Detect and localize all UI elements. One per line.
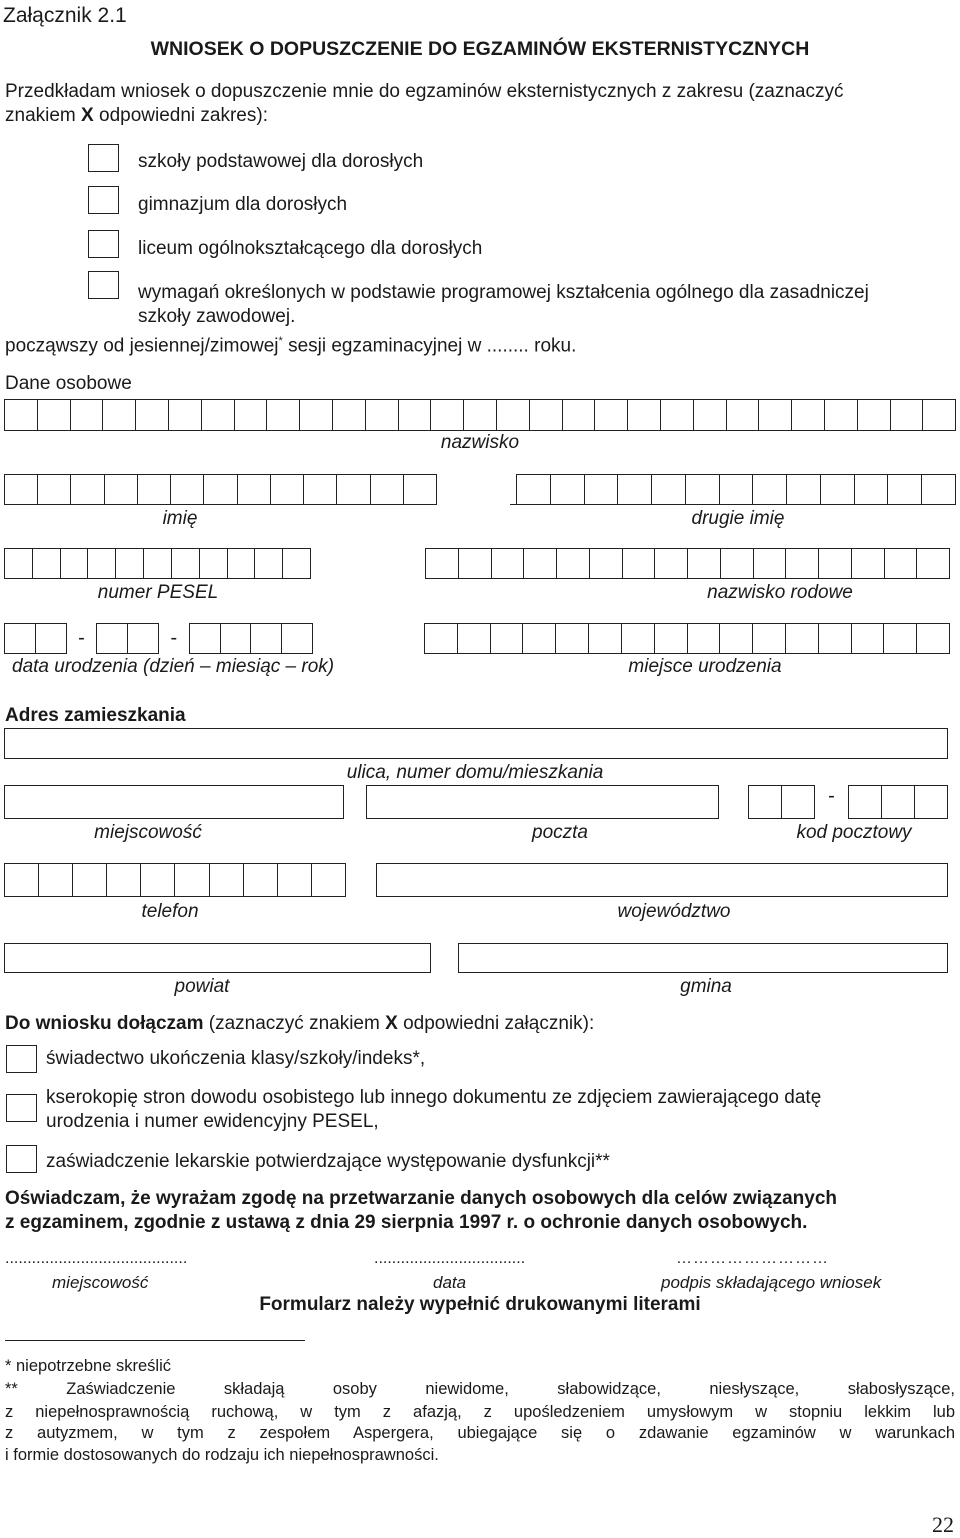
input-cell[interactable]: [459, 548, 492, 579]
input-cell[interactable]: [720, 623, 753, 654]
county-field[interactable]: [4, 943, 431, 973]
input-cell[interactable]: [590, 548, 623, 579]
checkbox-primary-school[interactable]: [88, 144, 119, 172]
input-cell[interactable]: [551, 474, 585, 505]
input-cell[interactable]: [787, 474, 821, 505]
family-name-field[interactable]: [425, 548, 950, 579]
input-cell[interactable]: [312, 863, 346, 897]
attachment-medical-certificate: zaświadczenie lekarskie potwierdzające występowanie dysfunkcji**: [46, 1151, 610, 1172]
attachment-id-copy-line-1: kserokopię stron dowodu osobistego lub innego dokumentu ze zdjęciem zawierającego datę: [46, 1087, 822, 1108]
input-cell[interactable]: [171, 474, 204, 505]
input-cell[interactable]: [200, 548, 228, 579]
input-cell[interactable]: [39, 863, 73, 897]
input-cell[interactable]: [36, 623, 67, 654]
date-separator: -: [159, 623, 190, 654]
input-cell[interactable]: [283, 548, 311, 579]
input-cell[interactable]: [5, 399, 38, 431]
input-cell[interactable]: [792, 399, 825, 431]
footnote-2-line-2: z niepełnosprawnością ruchową, w tym z afazją, z upośledzeniem umysłowym w stopniu lekkim lub: [5, 1403, 955, 1421]
input-cell[interactable]: [622, 623, 655, 654]
input-cell[interactable]: [38, 399, 71, 431]
attachments-heading: Do wniosku dołączam (zaznaczyć znakiem X odpowiedni załącznik):: [5, 1013, 595, 1034]
checkbox-high-school[interactable]: [88, 230, 119, 258]
input-cell[interactable]: [652, 474, 686, 505]
postal-code-field[interactable]: [748, 785, 948, 819]
input-cell[interactable]: [88, 548, 116, 579]
footnote-2-line-4: i formie dostosowanych do rodzaju ich niepełnosprawności.: [5, 1446, 439, 1464]
birth-date-label: data urodzenia (dzień – miesiąc – rok): [12, 656, 335, 677]
input-cell[interactable]: [464, 399, 497, 431]
date-separator: -: [67, 623, 98, 654]
input-cell[interactable]: [491, 623, 524, 654]
input-cell[interactable]: [172, 548, 200, 579]
family-name-label: nazwisko rodowe: [707, 582, 853, 603]
option-primary-school: szkoły podstawowej dla dorosłych: [138, 151, 424, 172]
option-vocational-line-2: szkoły zawodowej.: [138, 306, 296, 327]
input-cell[interactable]: [366, 399, 399, 431]
input-cell[interactable]: [655, 548, 688, 579]
input-cell[interactable]: [267, 399, 300, 431]
checkbox-gymnasium[interactable]: [88, 186, 119, 214]
date-label: data: [433, 1273, 467, 1292]
post-office-field[interactable]: [366, 785, 719, 819]
input-cell[interactable]: [103, 399, 136, 431]
input-cell[interactable]: [589, 623, 622, 654]
input-cell[interactable]: [399, 399, 432, 431]
input-cell[interactable]: [73, 863, 107, 897]
street-label: ulica, numer domu/mieszkania: [346, 762, 604, 783]
place-dots: .........................................: [5, 1250, 188, 1267]
attachment-id-copy-line-2: urodzenia i numer ewidencyjny PESEL,: [46, 1111, 379, 1132]
county-label: powiat: [174, 976, 230, 997]
first-name-label: imię: [162, 508, 198, 529]
signature-label: podpis składającego wniosek: [661, 1273, 882, 1292]
pesel-field[interactable]: [4, 548, 311, 579]
input-cell[interactable]: [618, 474, 652, 505]
input-cell[interactable]: [655, 623, 688, 654]
footnote-1: * niepotrzebne skreślić: [5, 1357, 171, 1375]
input-cell[interactable]: [557, 548, 590, 579]
input-cell[interactable]: [5, 548, 33, 579]
input-cell[interactable]: [849, 785, 882, 819]
input-cell[interactable]: [786, 548, 819, 579]
birth-place-field[interactable]: [424, 623, 950, 654]
input-cell[interactable]: [371, 474, 404, 505]
input-cell[interactable]: [116, 548, 144, 579]
input-cell[interactable]: [5, 474, 38, 505]
input-cell[interactable]: [517, 474, 551, 505]
input-cell[interactable]: [33, 548, 61, 579]
input-cell[interactable]: [202, 399, 235, 431]
commune-field[interactable]: [458, 943, 948, 973]
input-cell[interactable]: [71, 399, 104, 431]
input-cell[interactable]: [141, 863, 175, 897]
footnote-2-line-1: ** Zaświadczenie składają osoby niewidome, słabowidzące, niesłyszące, słabosłyszące,: [5, 1380, 955, 1398]
input-cell[interactable]: [819, 623, 852, 654]
input-cell[interactable]: [175, 863, 209, 897]
input-cell[interactable]: [686, 474, 720, 505]
input-cell[interactable]: [244, 863, 278, 897]
postal-separator: -: [815, 785, 848, 819]
input-cell[interactable]: [97, 623, 128, 654]
input-cell[interactable]: [228, 548, 256, 579]
input-cell[interactable]: [884, 623, 917, 654]
signature-dots: ………………………: [676, 1250, 829, 1267]
intro-line-2: znakiem X odpowiedni zakres):: [5, 105, 268, 126]
input-cell[interactable]: [855, 474, 889, 505]
input-cell[interactable]: [458, 623, 491, 654]
input-cell[interactable]: [105, 474, 138, 505]
postal-code-label: kod pocztowy: [796, 822, 912, 843]
input-cell[interactable]: [107, 863, 141, 897]
input-cell[interactable]: [821, 474, 855, 505]
input-cell[interactable]: [694, 399, 727, 431]
input-cell[interactable]: [204, 474, 237, 505]
street-field[interactable]: [4, 728, 948, 759]
city-field[interactable]: [4, 785, 344, 819]
input-cell[interactable]: [922, 474, 956, 505]
input-cell[interactable]: [138, 474, 171, 505]
input-cell[interactable]: [720, 474, 754, 505]
input-cell[interactable]: [5, 623, 36, 654]
address-heading: Adres zamieszkania: [5, 705, 186, 726]
input-cell[interactable]: [136, 399, 169, 431]
input-cell[interactable]: [38, 474, 71, 505]
input-cell[interactable]: [819, 548, 852, 579]
input-cell[interactable]: [858, 399, 891, 431]
voivodeship-label: województwo: [617, 901, 731, 922]
input-cell[interactable]: [749, 785, 782, 819]
input-cell[interactable]: [431, 399, 464, 431]
input-cell[interactable]: [278, 863, 312, 897]
input-cell[interactable]: [300, 399, 333, 431]
input-cell[interactable]: [426, 548, 459, 579]
input-cell[interactable]: [786, 623, 819, 654]
first-name-field[interactable]: [4, 474, 437, 505]
input-cell[interactable]: [885, 548, 918, 579]
input-cell[interactable]: [333, 399, 366, 431]
input-cell[interactable]: [144, 548, 172, 579]
input-cell[interactable]: [210, 863, 244, 897]
input-cell[interactable]: [628, 399, 661, 431]
checkbox-medical-certificate[interactable]: [6, 1145, 37, 1173]
voivodeship-field[interactable]: [376, 863, 948, 897]
surname-field[interactable]: [4, 399, 956, 431]
input-cell[interactable]: [71, 474, 104, 505]
input-cell[interactable]: [524, 548, 557, 579]
input-cell[interactable]: [492, 548, 525, 579]
second-name-label: drugie imię: [691, 508, 785, 529]
input-cell[interactable]: [852, 623, 885, 654]
input-cell[interactable]: [235, 399, 268, 431]
option-gymnasium: gimnazjum dla dorosłych: [138, 194, 348, 215]
city-label: miejscowość: [94, 822, 202, 843]
input-cell[interactable]: [754, 548, 787, 579]
input-cell[interactable]: [688, 623, 721, 654]
place-label: miejscowość: [52, 1273, 149, 1292]
birth-date-field[interactable]: [4, 623, 313, 654]
birth-place-label: miejsce urodzenia: [628, 656, 782, 677]
input-cell[interactable]: [888, 474, 922, 505]
checkbox-vocational-school[interactable]: [88, 271, 119, 299]
surname-label: nazwisko: [440, 432, 520, 453]
input-cell[interactable]: [169, 399, 202, 431]
option-high-school: liceum ogólnokształcącego dla dorosłych: [138, 238, 483, 259]
input-cell[interactable]: [251, 623, 282, 654]
input-cell[interactable]: [623, 548, 656, 579]
input-cell[interactable]: [556, 623, 589, 654]
input-cell[interactable]: [852, 548, 885, 579]
input-cell[interactable]: [221, 623, 252, 654]
intro-line-1: Przedkładam wniosek o dopuszczenie mnie do egzaminów eksternistycznych z zakresu (zaznaczyć: [5, 81, 844, 102]
input-cell[interactable]: [688, 548, 721, 579]
consent-line-1: Oświadczam, że wyrażam zgodę na przetwarzanie danych osobowych dla celów związanych: [5, 1188, 838, 1209]
input-cell[interactable]: [585, 474, 619, 505]
input-cell[interactable]: [5, 863, 39, 897]
input-cell[interactable]: [128, 623, 159, 654]
input-cell[interactable]: [563, 399, 596, 431]
input-cell[interactable]: [304, 474, 337, 505]
phone-label: telefon: [141, 901, 199, 922]
checkbox-certificate[interactable]: [6, 1045, 37, 1073]
option-vocational-line-1: wymagań określonych w podstawie programowej kształcenia ogólnego dla zasadniczej: [138, 282, 869, 303]
input-cell[interactable]: [238, 474, 271, 505]
input-cell[interactable]: [61, 548, 89, 579]
post-office-label: poczta: [532, 822, 588, 843]
page-number: 22: [932, 1512, 954, 1537]
input-cell[interactable]: [727, 399, 760, 431]
annex-label: Załącznik 2.1: [3, 4, 127, 27]
input-cell[interactable]: [915, 785, 948, 819]
checkbox-id-copy[interactable]: [6, 1094, 37, 1122]
input-cell[interactable]: [891, 399, 924, 431]
input-cell[interactable]: [917, 623, 950, 654]
input-cell[interactable]: [759, 399, 792, 431]
phone-field[interactable]: [4, 863, 346, 897]
input-cell[interactable]: [782, 785, 815, 819]
form-title: WNIOSEK O DOPUSZCZENIE DO EGZAMINÓW EKSTERNISTYCZNYCH: [150, 38, 810, 60]
input-cell[interactable]: [497, 399, 530, 431]
attachment-certificate: świadectwo ukończenia klasy/szkoły/indeks*,: [46, 1048, 426, 1069]
input-cell[interactable]: [530, 399, 563, 431]
input-cell[interactable]: [255, 548, 283, 579]
input-cell[interactable]: [825, 399, 858, 431]
session-line: począwszy od jesiennej/zimowej* sesji egzaminacyjnej w ........ roku.: [5, 335, 577, 357]
input-cell[interactable]: [923, 399, 956, 431]
input-cell[interactable]: [661, 399, 694, 431]
input-cell[interactable]: [882, 785, 915, 819]
input-cell[interactable]: [523, 623, 556, 654]
commune-label: gmina: [680, 976, 732, 997]
input-cell[interactable]: [721, 548, 754, 579]
personal-heading: Dane osobowe: [5, 373, 132, 394]
print-note: Formularz należy wypełnić drukowanymi literami: [259, 1294, 701, 1315]
input-cell[interactable]: [917, 548, 950, 579]
input-cell[interactable]: [337, 474, 370, 505]
input-cell[interactable]: [282, 623, 313, 654]
second-name-field[interactable]: [516, 474, 956, 505]
input-cell[interactable]: [190, 623, 221, 654]
input-cell[interactable]: [404, 474, 437, 505]
pesel-label: numer PESEL: [97, 582, 219, 603]
input-cell[interactable]: [595, 399, 628, 431]
input-cell[interactable]: [753, 623, 786, 654]
date-dots: ..................................: [374, 1250, 526, 1267]
input-cell[interactable]: [425, 623, 458, 654]
input-cell[interactable]: [271, 474, 304, 505]
footnote-divider: [5, 1340, 305, 1341]
footnote-2-line-3: z autyzmem, w tym z zespołem Aspergera, ubiegające się o zdawanie egzaminów w warunkach: [5, 1424, 955, 1442]
input-cell[interactable]: [753, 474, 787, 505]
consent-line-2: z egzaminem, zgodnie z ustawą z dnia 29 sierpnia 1997 r. o ochronie danych osobowych.: [5, 1212, 808, 1233]
